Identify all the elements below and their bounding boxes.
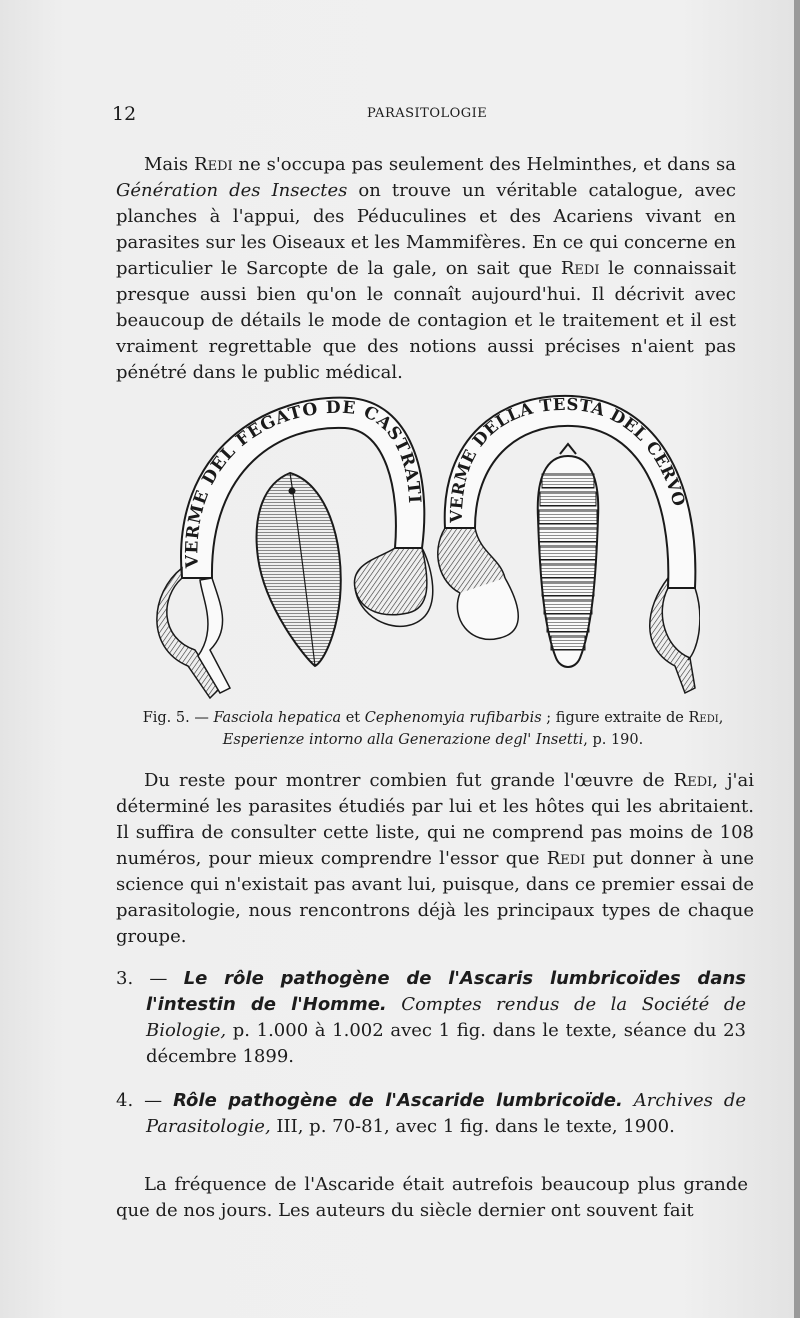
page-edge [794,0,800,1318]
page-header [112,103,752,127]
reference-title: Le rôle pathogène de l'Ascaris lumbricoïdes dans l'intestin de l'Homme. [146,968,746,1015]
running-head: PARASITOLOGIE [367,106,488,121]
author-name: Redi [560,258,600,279]
engraving-illustration [140,388,700,704]
author-name: Redi [546,848,586,869]
figure-engraving [140,388,700,704]
author-name: Redi [688,710,719,726]
paragraph-1: Mais Redi ne s'occupa pas seulement des Helminthes, et dans sa Génération des Insectes on trouve un véritable catalogue, avec planches à l'appui, des Péduculines et des Acariens vivant en parasites sur les Oiseaux et les Mammifères. En ce qui concerne en particulier le Sarcopte de la gale, on sait que Redi le connaissait presque aussi bien qu'on le connaît aujourd'hui. Il décrivit avec beaucoup de détails le mode de contagion et le traitement et il est vraiment regrettable que des notions aussi précises n'aient pas pénétré dans le public médical. [116,154,737,383]
paragraph-3: La fréquence de l'Ascaride était autrefois beaucoup plus grande que de nos jours. Les auteurs du siècle dernier ont souvent fait [116,1174,748,1221]
page-number: 12 [112,103,137,125]
reference-4: 4. — Rôle pathogène de l'Ascaride lumbricoïde. Archives de Parasitologie, III, p. 70-81, avec 1 fig. dans le texte, 1900. [116,1090,746,1137]
banner-left-text: VERME DEL FEGATO DE CASTRATI [182,397,425,569]
species-name: Cephenomyia rufibarbis [364,710,542,726]
reference-title: Rôle pathogène de l'Ascaride lumbricoïde. [173,1090,623,1111]
author-name: Redi [673,770,713,791]
fasciola-hepatica-drawing [257,473,341,666]
species-name: Fasciola hepatica [213,710,342,726]
figure-caption: Fig. 5. — Fasciola hepatica et Cephenomyia rufibarbis ; figure extraite de Redi, Esperienze intorno alla Generazione degl' Insetti, p. 190. [142,710,724,748]
reference-3: 3. — Le rôle pathogène de l'Ascaris lumbricoïdes dans l'intestin de l'Homme. Comptes rendus de la Société de Biologie, p. 1.000 à 1.002 avec 1 fig. dans le texte, séance du 23 décembre 1899. [116,968,746,1067]
book-title: Esperienze intorno alla Generazione degl' Insetti [222,732,584,748]
banner-right-text: VERME DELLA TESTA DEL CERVO [446,394,689,523]
reference-source: Archives de Parasitologie, [146,1090,746,1137]
book-title: Génération des Insectes [116,180,348,201]
cephenomyia-larva-drawing [538,444,599,667]
paragraph-2: Du reste pour montrer combien fut grande l'œuvre de Redi, j'ai déterminé les parasites étudiés par lui et les hôtes qui les abritaient. Il suffira de consulter cette liste, qui ne comprend pas moins de 108 numéros, pour mieux comprendre l'essor que Redi put donner à une science qui n'existait pas avant lui, puisque, dans ce premier essai de parasitologie, nous rencontrons déjà les principaux types de chaque groupe. [116,770,755,947]
author-name: Redi [194,154,233,175]
reference-source: Comptes rendus de la Société de Biologie, [146,994,746,1041]
